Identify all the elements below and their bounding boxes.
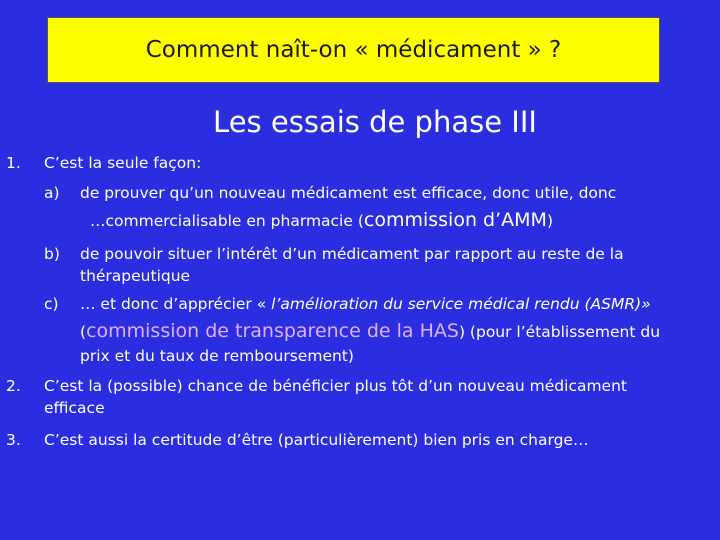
list-item-2-line1: C’est la (possible) chance de bénéficier plus tôt d’un nouveau médicament bbox=[44, 377, 627, 395]
list-marker-2: 2. bbox=[6, 377, 21, 395]
list-marker-1: 1. bbox=[6, 154, 21, 172]
list-item-2-line2: efficace bbox=[44, 399, 105, 417]
slide-title-box bbox=[47, 17, 660, 83]
sub-marker-a: a) bbox=[44, 184, 60, 202]
sub-item-c-line1: … et donc d’apprécier « l’amélioration du service médical rendu (ASMR)» bbox=[80, 295, 651, 313]
list-item-3-text: C’est aussi la certitude d’être (particulièrement) bien pris en charge… bbox=[44, 431, 589, 449]
slide-title: Comment naît-on « médicament » ? bbox=[145, 37, 562, 63]
sub-marker-c: c) bbox=[44, 295, 59, 313]
sub-item-b-line2: thérapeutique bbox=[80, 267, 191, 285]
sub-item-b-line1: de pouvoir situer l’intérêt d’un médicament par rapport au reste de la bbox=[80, 245, 624, 263]
sub-item-c-line2: (commission de transparence de la HAS) (pour l’établissement du bbox=[80, 320, 661, 342]
sub-item-c-line3: prix et du taux de remboursement) bbox=[80, 347, 354, 365]
list-item-1-text: C’est la seule façon: bbox=[44, 154, 202, 172]
list-marker-3: 3. bbox=[6, 431, 21, 449]
sub-item-a-line1: de prouver qu’un nouveau médicament est efficace, donc utile, donc bbox=[80, 184, 617, 202]
sub-item-a-line2: …commercialisable en pharmacie (commission d’AMM) bbox=[90, 209, 553, 231]
sub-marker-b: b) bbox=[44, 245, 60, 263]
slide-subtitle: Les essais de phase III bbox=[213, 105, 537, 139]
